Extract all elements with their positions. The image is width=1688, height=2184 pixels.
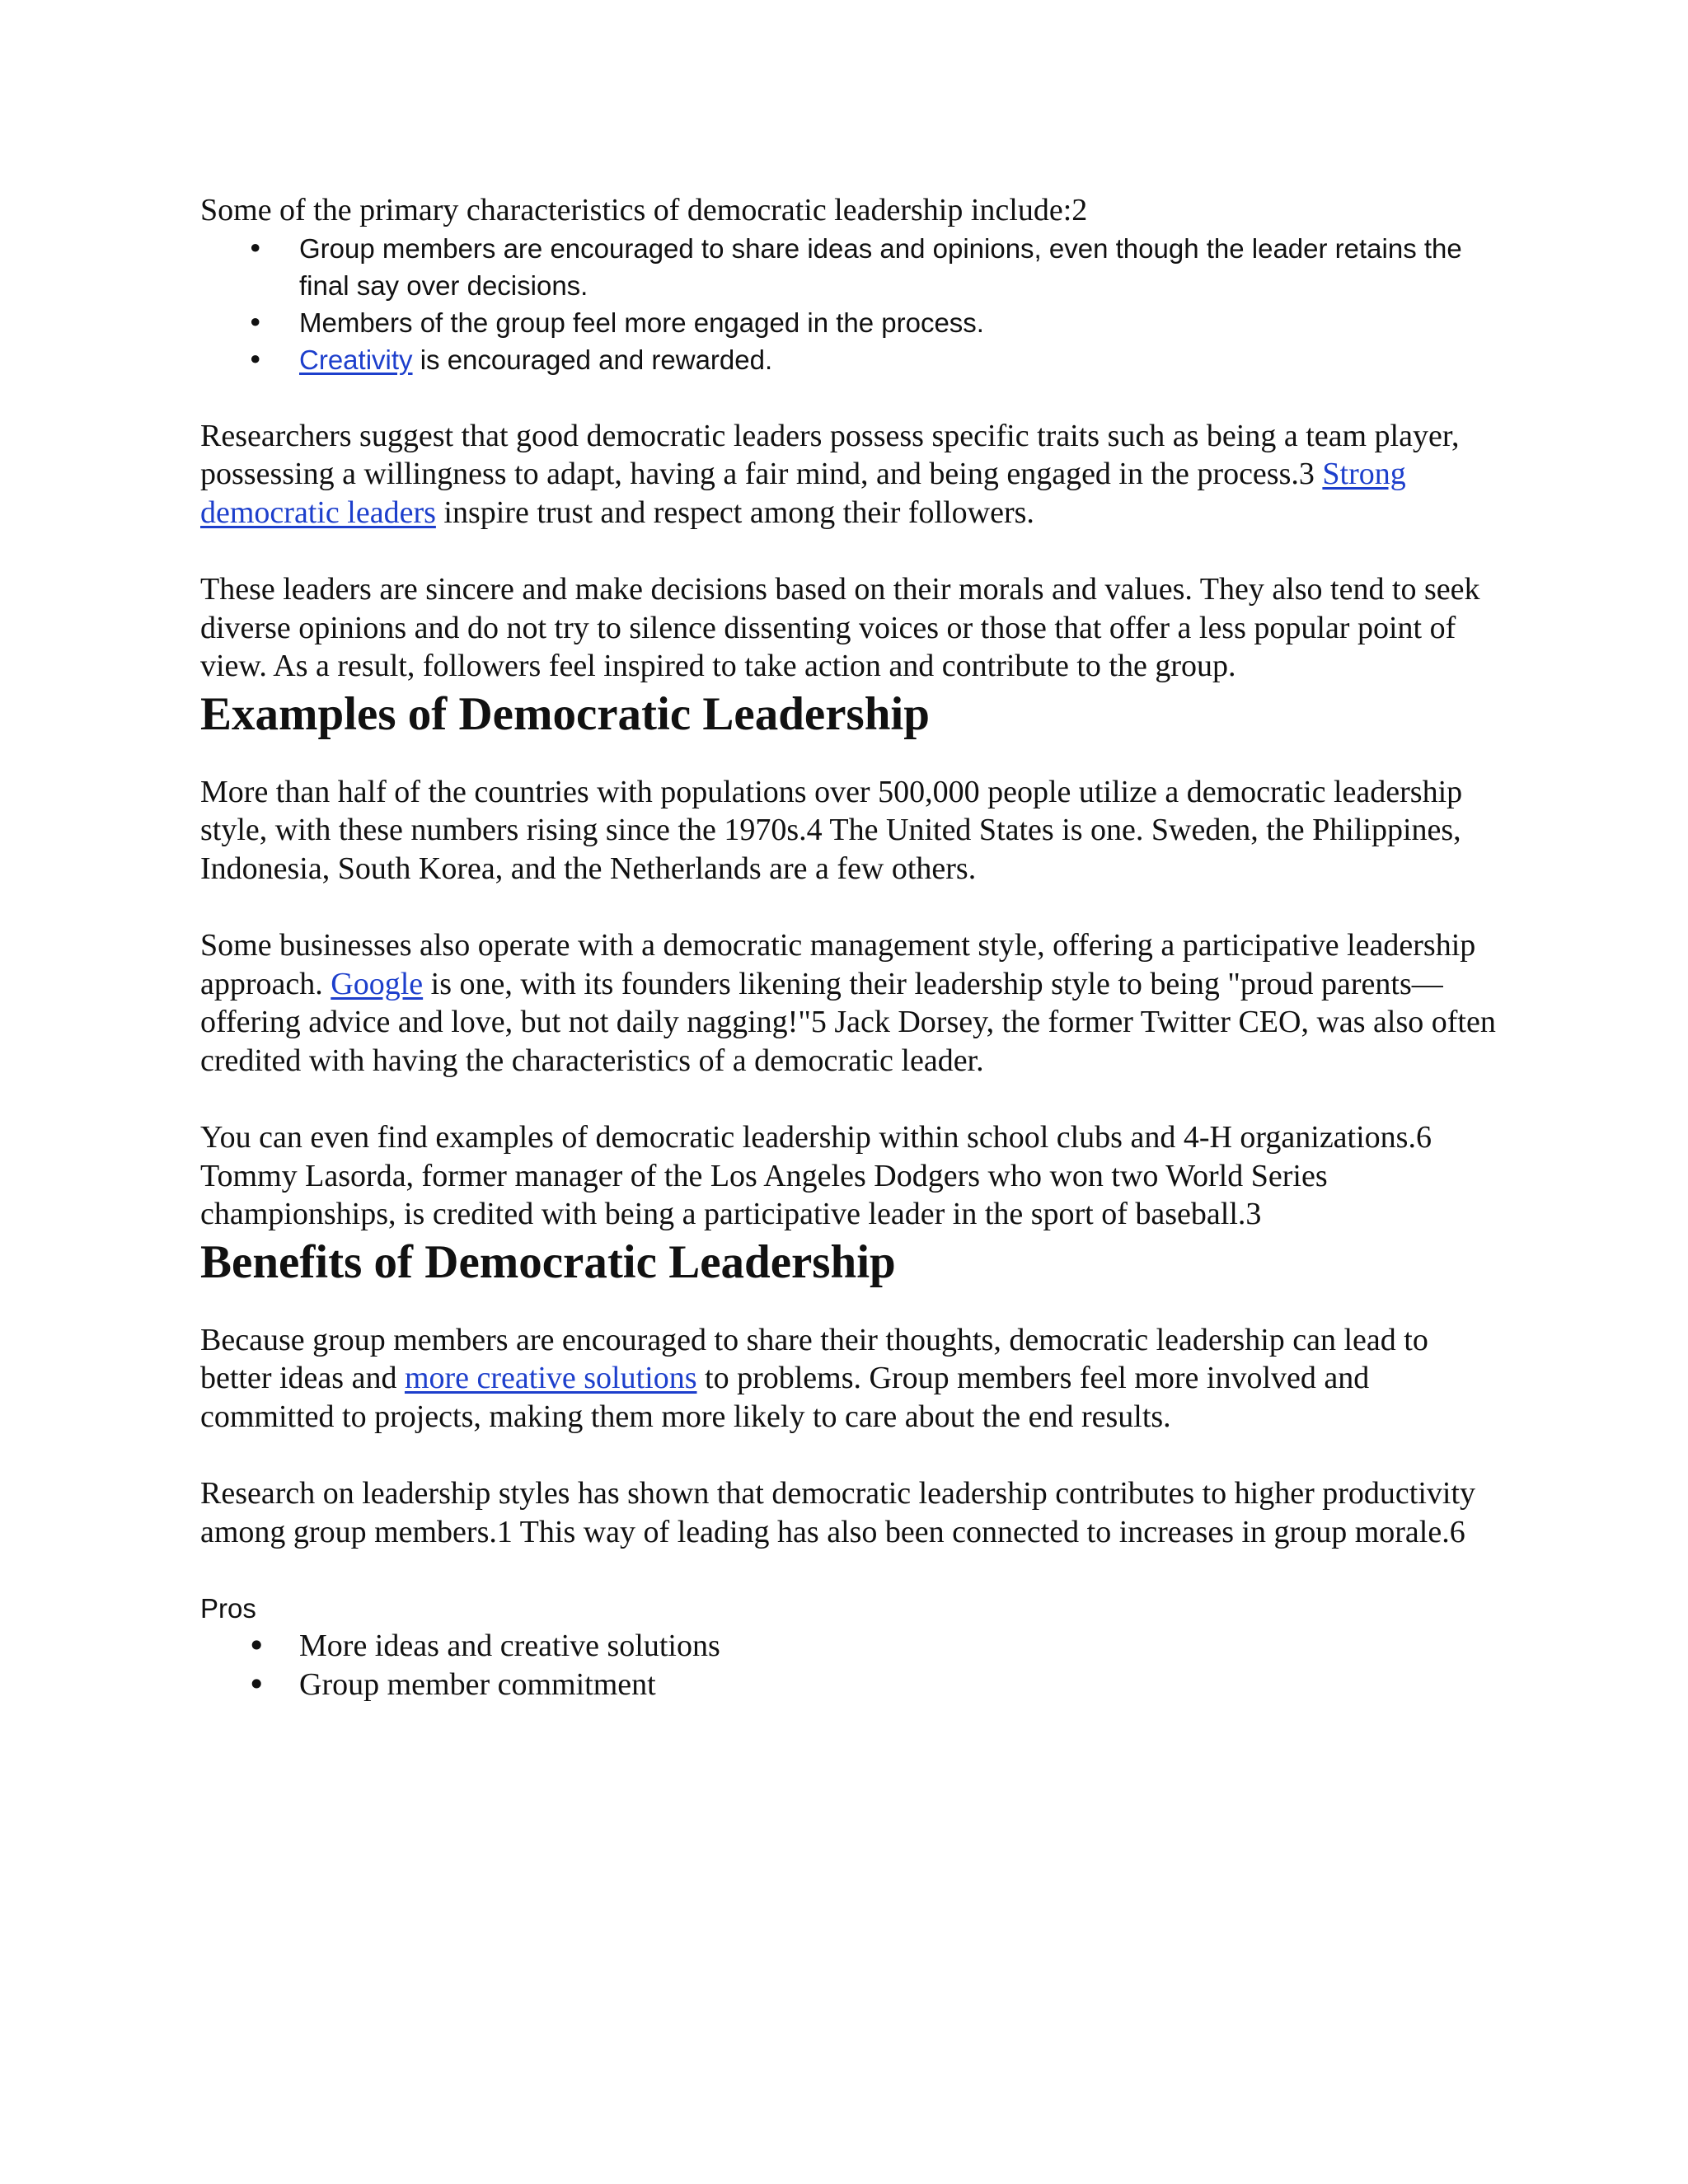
research-paragraph — [200, 1474, 1503, 1551]
list-item-text: More ideas and creative solutions — [299, 1629, 720, 1663]
document-body — [200, 191, 1503, 1704]
google-link[interactable]: Google — [331, 966, 424, 1001]
more-creative-solutions-link[interactable]: more creative solutions — [404, 1361, 697, 1395]
list-item-text: Group members are encouraged to share ideas and opinions, even though the leader retains the final say over decisions. — [299, 232, 1462, 301]
business-text: Some businesses also operate with a democratic management style, offering a participative leadership approach. — [200, 928, 1476, 1001]
list-item — [200, 230, 1503, 304]
clubs-paragraph — [200, 1118, 1503, 1234]
intro-text: Some of the primary characteristics of democratic leadership include:2 — [200, 193, 1088, 227]
pros-label: Pros — [200, 1593, 256, 1624]
business-paragraph — [200, 926, 1503, 1080]
traits-paragraph — [200, 417, 1503, 532]
strong-democratic-leaders-link[interactable]: Strong democratic leaders — [200, 457, 1406, 530]
bullet-icon: • — [247, 232, 264, 265]
countries-text: More than half of the countries with populations over 500,000 people utilize a democratic leadership style, with these numbers rising since the 1970s.4 The United States is one. Sweden, the Philippines, Indonesia, South Korea, and the Netherlands are a few others. — [200, 774, 1463, 886]
list-item — [200, 1627, 1503, 1666]
creativity-link[interactable]: Creativity — [299, 344, 413, 375]
bullet-icon: • — [247, 306, 264, 339]
list-item — [200, 341, 1503, 378]
bullet-icon: • — [247, 1628, 266, 1664]
research-text: Research on leadership styles has shown that democratic leadership contributes to higher productivity among group members.1 This way of leading has also been connected to increases in group morale.6 — [200, 1476, 1476, 1549]
list-item-text: Group member commitment — [299, 1666, 656, 1702]
clubs-text: You can even find examples of democratic leadership within school clubs and 4-H organizations.6 Tommy Lasorda, former manager of the Los Angeles Dodgers who won two World Series championships, is credited with being a participative leader in the sport of baseball.3 — [200, 1120, 1432, 1231]
traits-text-after: inspire trust and respect among their followers. — [435, 494, 1034, 530]
traits-text: Researchers suggest that good democratic leaders possess specific traits such as being a team player, possessing a willingness to adapt, having a fair mind, and being engaged in the process.3 — [200, 418, 1460, 491]
list-item-text: is encouraged and rewarded. — [412, 344, 773, 375]
bullet-icon: • — [247, 343, 264, 376]
benefits-heading: Benefits of Democratic Leadership — [200, 1235, 896, 1288]
examples-heading: Examples of Democratic Leadership — [200, 687, 930, 740]
intro-paragraph — [200, 191, 1503, 230]
ideas-paragraph — [200, 1321, 1503, 1436]
sincere-paragraph — [200, 570, 1503, 686]
business-text-after: is one, with its founders likening their leadership style to being "proud parents—offering advice and love, but not daily nagging!"5 Jack Dorsey, the former Twitter CEO, was also often credited with having the characteristics of a democratic leader. — [200, 966, 1496, 1078]
list-item — [200, 1666, 1503, 1704]
list-item — [200, 304, 1503, 341]
sincere-text: These leaders are sincere and make decisions based on their morals and values. They also tend to seek diverse opinions and do not try to silence dissenting voices or those that offer a less popular point of view. As a result, followers feel inspired to take action and contribute to the group. — [200, 572, 1480, 683]
bullet-icon: • — [247, 1666, 266, 1703]
pros-list — [200, 1627, 1503, 1704]
countries-paragraph — [200, 773, 1503, 888]
ideas-text-after: to problems. Group members feel more involved and committed to projects, making them more likely to care about the end results. — [200, 1361, 1370, 1434]
characteristics-list — [200, 230, 1503, 378]
ideas-text: Because group members are encouraged to share their thoughts, democratic leadership can lead to better ideas and — [200, 1322, 1428, 1395]
list-item-text: Members of the group feel more engaged in the process. — [299, 307, 984, 338]
